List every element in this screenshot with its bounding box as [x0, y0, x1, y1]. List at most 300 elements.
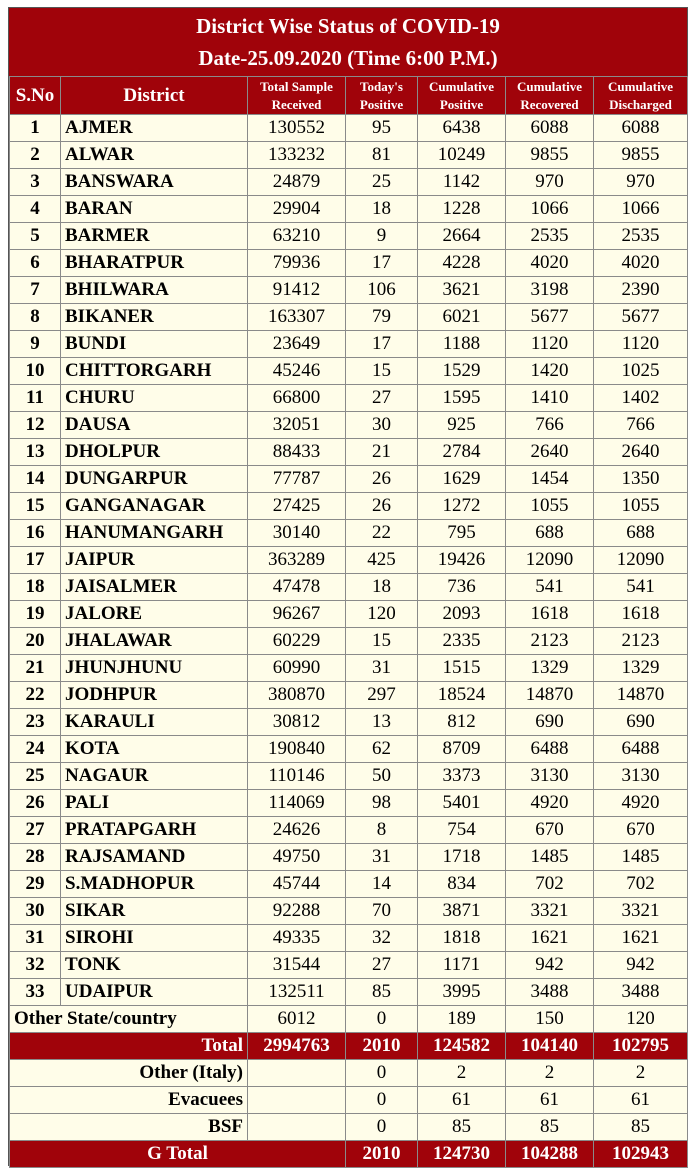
total-cum-discharged: 102795 [594, 1033, 688, 1060]
district-cum-positive: 925 [418, 412, 506, 439]
district-cum-discharged: 1618 [594, 601, 688, 628]
district-name: SIKAR [61, 898, 248, 925]
district-sno: 4 [10, 196, 61, 223]
district-today-positive: 26 [346, 466, 418, 493]
district-samples: 23649 [248, 331, 346, 358]
district-cum-discharged: 9855 [594, 142, 688, 169]
district-cum-discharged: 1120 [594, 331, 688, 358]
district-cum-positive: 6438 [418, 115, 506, 142]
district-cum-positive: 2664 [418, 223, 506, 250]
header-district: District [61, 77, 248, 115]
district-name: BARAN [61, 196, 248, 223]
district-cum-positive: 1818 [418, 925, 506, 952]
district-cum-recovered: 4920 [506, 790, 594, 817]
district-cum-discharged: 702 [594, 871, 688, 898]
district-today-positive: 98 [346, 790, 418, 817]
header-cumdis-line1: Cumulative [608, 78, 673, 94]
district-cum-recovered: 1454 [506, 466, 594, 493]
district-today-positive: 95 [346, 115, 418, 142]
district-cum-discharged: 541 [594, 574, 688, 601]
district-today-positive: 27 [346, 952, 418, 979]
district-cum-recovered: 942 [506, 952, 594, 979]
district-cum-positive: 3621 [418, 277, 506, 304]
district-name: CHITTORGARH [61, 358, 248, 385]
district-cum-positive: 1228 [418, 196, 506, 223]
extra-row-evacuees [10, 1087, 688, 1114]
district-name: BHILWARA [61, 277, 248, 304]
district-today-positive: 17 [346, 250, 418, 277]
covid-status-sheet [8, 7, 688, 1166]
header-cumulative-recovered [506, 77, 594, 115]
district-samples: 45246 [248, 358, 346, 385]
district-sno: 28 [10, 844, 61, 871]
district-sno: 13 [10, 439, 61, 466]
district-sno: 26 [10, 790, 61, 817]
table-row [10, 817, 688, 844]
other-state-cum-recovered: 150 [506, 1006, 594, 1033]
district-samples: 47478 [248, 574, 346, 601]
district-name: AJMER [61, 115, 248, 142]
header-samples-line2: Received [271, 96, 322, 112]
district-samples: 77787 [248, 466, 346, 493]
district-today-positive: 70 [346, 898, 418, 925]
header-cumpos-line1: Cumulative [429, 78, 494, 94]
district-sno: 17 [10, 547, 61, 574]
grand-total-cum-positive: 124730 [418, 1141, 506, 1168]
district-cum-positive: 736 [418, 574, 506, 601]
district-cum-recovered: 688 [506, 520, 594, 547]
table-row [10, 115, 688, 142]
table-row [10, 925, 688, 952]
district-cum-discharged: 4020 [594, 250, 688, 277]
extra-row-cum-positive: 2 [418, 1060, 506, 1087]
district-today-positive: 18 [346, 574, 418, 601]
district-samples: 30812 [248, 709, 346, 736]
district-today-positive: 9 [346, 223, 418, 250]
extra-row-italy [10, 1060, 688, 1087]
district-name: GANGANAGAR [61, 493, 248, 520]
district-name: KOTA [61, 736, 248, 763]
district-name: JHUNJHUNU [61, 655, 248, 682]
district-name: JHALAWAR [61, 628, 248, 655]
extra-row-samples-blank [248, 1114, 346, 1141]
district-cum-positive: 3373 [418, 763, 506, 790]
district-cum-positive: 3871 [418, 898, 506, 925]
table-row [10, 493, 688, 520]
district-cum-discharged: 970 [594, 169, 688, 196]
other-state-label: Other State/country [10, 1006, 248, 1033]
district-sno: 3 [10, 169, 61, 196]
table-row [10, 520, 688, 547]
extra-row-bsf [10, 1114, 688, 1141]
district-cum-discharged: 4920 [594, 790, 688, 817]
district-name: PALI [61, 790, 248, 817]
district-cum-discharged: 670 [594, 817, 688, 844]
district-samples: 380870 [248, 682, 346, 709]
district-name: DAUSA [61, 412, 248, 439]
district-cum-positive: 10249 [418, 142, 506, 169]
table-row [10, 439, 688, 466]
district-samples: 49750 [248, 844, 346, 871]
district-cum-positive: 18524 [418, 682, 506, 709]
district-cum-recovered: 1329 [506, 655, 594, 682]
district-cum-positive: 3995 [418, 979, 506, 1006]
district-sno: 11 [10, 385, 61, 412]
district-name: JODHPUR [61, 682, 248, 709]
district-today-positive: 120 [346, 601, 418, 628]
district-cum-discharged: 1329 [594, 655, 688, 682]
extra-row-today: 0 [346, 1060, 418, 1087]
district-sno: 6 [10, 250, 61, 277]
district-cum-positive: 1272 [418, 493, 506, 520]
grand-total-cum-recovered: 104288 [506, 1141, 594, 1168]
district-sno: 16 [10, 520, 61, 547]
district-name: TONK [61, 952, 248, 979]
district-cum-recovered: 670 [506, 817, 594, 844]
district-today-positive: 106 [346, 277, 418, 304]
header-samples-line1: Total Sample [260, 78, 333, 94]
district-samples: 60229 [248, 628, 346, 655]
table-row [10, 871, 688, 898]
district-sno: 18 [10, 574, 61, 601]
district-samples: 132511 [248, 979, 346, 1006]
district-samples: 29904 [248, 196, 346, 223]
extra-row-cum-recovered: 61 [506, 1087, 594, 1114]
district-cum-recovered: 1410 [506, 385, 594, 412]
district-samples: 130552 [248, 115, 346, 142]
district-samples: 32051 [248, 412, 346, 439]
table-row [10, 628, 688, 655]
district-today-positive: 21 [346, 439, 418, 466]
district-name: BUNDI [61, 331, 248, 358]
district-today-positive: 27 [346, 385, 418, 412]
district-today-positive: 25 [346, 169, 418, 196]
table-row [10, 331, 688, 358]
district-samples: 363289 [248, 547, 346, 574]
district-name: JAIPUR [61, 547, 248, 574]
district-sno: 14 [10, 466, 61, 493]
district-samples: 88433 [248, 439, 346, 466]
district-name: BARMER [61, 223, 248, 250]
district-samples: 24879 [248, 169, 346, 196]
district-cum-recovered: 1055 [506, 493, 594, 520]
table-row [10, 142, 688, 169]
header-cumulative-discharged [594, 77, 688, 115]
district-cum-discharged: 690 [594, 709, 688, 736]
district-cum-recovered: 3198 [506, 277, 594, 304]
district-cum-positive: 1188 [418, 331, 506, 358]
district-today-positive: 62 [346, 736, 418, 763]
district-cum-discharged: 3321 [594, 898, 688, 925]
extra-row-cum-recovered: 85 [506, 1114, 594, 1141]
district-today-positive: 26 [346, 493, 418, 520]
header-today-line2: Positive [359, 96, 404, 112]
district-name: BHARATPUR [61, 250, 248, 277]
table-row [10, 547, 688, 574]
district-cum-discharged: 2123 [594, 628, 688, 655]
district-today-positive: 22 [346, 520, 418, 547]
district-cum-positive: 2784 [418, 439, 506, 466]
district-cum-positive: 2093 [418, 601, 506, 628]
district-name: KARAULI [61, 709, 248, 736]
district-name: RAJSAMAND [61, 844, 248, 871]
extra-row-cum-positive: 85 [418, 1114, 506, 1141]
table-row [10, 979, 688, 1006]
district-name: JAISALMER [61, 574, 248, 601]
header-sno: S.No [10, 77, 61, 115]
district-cum-discharged: 688 [594, 520, 688, 547]
table-row [10, 223, 688, 250]
other-state-cum-discharged: 120 [594, 1006, 688, 1033]
district-sno: 27 [10, 817, 61, 844]
district-samples: 60990 [248, 655, 346, 682]
district-sno: 23 [10, 709, 61, 736]
grand-total-cum-discharged: 102943 [594, 1141, 688, 1168]
district-name: ALWAR [61, 142, 248, 169]
district-sno: 12 [10, 412, 61, 439]
district-cum-discharged: 2390 [594, 277, 688, 304]
district-cum-recovered: 6088 [506, 115, 594, 142]
table-row [10, 466, 688, 493]
table-row [10, 790, 688, 817]
district-sno: 7 [10, 277, 61, 304]
district-name: CHURU [61, 385, 248, 412]
district-cum-positive: 4228 [418, 250, 506, 277]
district-cum-discharged: 3130 [594, 763, 688, 790]
extra-row-samples-blank [248, 1087, 346, 1114]
district-today-positive: 31 [346, 655, 418, 682]
district-cum-discharged: 1066 [594, 196, 688, 223]
table-body [10, 115, 688, 1168]
district-sno: 29 [10, 871, 61, 898]
district-cum-positive: 1529 [418, 358, 506, 385]
district-samples: 31544 [248, 952, 346, 979]
extra-row-label: Evacuees [10, 1087, 248, 1114]
table-row [10, 763, 688, 790]
district-samples: 163307 [248, 304, 346, 331]
district-name: HANUMANGARH [61, 520, 248, 547]
extra-row-cum-discharged: 61 [594, 1087, 688, 1114]
district-cum-recovered: 2123 [506, 628, 594, 655]
district-sno: 31 [10, 925, 61, 952]
district-cum-recovered: 4020 [506, 250, 594, 277]
district-cum-discharged: 2535 [594, 223, 688, 250]
district-samples: 27425 [248, 493, 346, 520]
header-cumulative-positive [418, 77, 506, 115]
district-today-positive: 8 [346, 817, 418, 844]
header-cumdis-line2: Discharged [609, 96, 672, 112]
district-samples: 63210 [248, 223, 346, 250]
table-row [10, 709, 688, 736]
district-cum-discharged: 12090 [594, 547, 688, 574]
extra-row-cum-discharged: 2 [594, 1060, 688, 1087]
table-row [10, 844, 688, 871]
total-samples: 2994763 [248, 1033, 346, 1060]
district-sno: 1 [10, 115, 61, 142]
table-row [10, 412, 688, 439]
table-row [10, 898, 688, 925]
district-cum-positive: 5401 [418, 790, 506, 817]
district-sno: 2 [10, 142, 61, 169]
district-name: BANSWARA [61, 169, 248, 196]
district-cum-discharged: 6088 [594, 115, 688, 142]
district-samples: 96267 [248, 601, 346, 628]
district-cum-recovered: 3488 [506, 979, 594, 1006]
district-today-positive: 32 [346, 925, 418, 952]
district-today-positive: 297 [346, 682, 418, 709]
table-row [10, 574, 688, 601]
district-name: JALORE [61, 601, 248, 628]
district-sno: 30 [10, 898, 61, 925]
table-row [10, 682, 688, 709]
district-name: SIROHI [61, 925, 248, 952]
page-title: District Wise Status of COVID-19 [196, 14, 500, 38]
district-name: BIKANER [61, 304, 248, 331]
report-date: Date-25.09.2020 (Time 6:00 P.M.) [198, 46, 498, 70]
district-sno: 19 [10, 601, 61, 628]
district-today-positive: 15 [346, 358, 418, 385]
table-row [10, 358, 688, 385]
district-cum-recovered: 5677 [506, 304, 594, 331]
district-cum-recovered: 2535 [506, 223, 594, 250]
district-samples: 24626 [248, 817, 346, 844]
total-cum-positive: 124582 [418, 1033, 506, 1060]
table-row [10, 196, 688, 223]
district-samples: 114069 [248, 790, 346, 817]
district-samples: 45744 [248, 871, 346, 898]
header-cumpos-line2: Positive [439, 96, 484, 112]
district-cum-positive: 1595 [418, 385, 506, 412]
district-cum-positive: 1718 [418, 844, 506, 871]
district-cum-discharged: 2640 [594, 439, 688, 466]
district-cum-recovered: 1066 [506, 196, 594, 223]
district-name: UDAIPUR [61, 979, 248, 1006]
district-sno: 10 [10, 358, 61, 385]
district-cum-recovered: 1120 [506, 331, 594, 358]
district-cum-positive: 8709 [418, 736, 506, 763]
district-name: DHOLPUR [61, 439, 248, 466]
district-today-positive: 17 [346, 331, 418, 358]
district-cum-recovered: 1420 [506, 358, 594, 385]
district-name: S.MADHOPUR [61, 871, 248, 898]
district-name: NAGAUR [61, 763, 248, 790]
table-row [10, 385, 688, 412]
total-today: 2010 [346, 1033, 418, 1060]
district-cum-recovered: 1618 [506, 601, 594, 628]
grand-total-today: 2010 [346, 1141, 418, 1168]
district-cum-discharged: 3488 [594, 979, 688, 1006]
district-cum-positive: 1142 [418, 169, 506, 196]
extra-row-samples-blank [248, 1060, 346, 1087]
district-samples: 66800 [248, 385, 346, 412]
grand-total-row [10, 1141, 688, 1168]
district-today-positive: 425 [346, 547, 418, 574]
table-row [10, 952, 688, 979]
table-row [10, 601, 688, 628]
district-cum-recovered: 766 [506, 412, 594, 439]
table-header-row [10, 77, 688, 115]
district-cum-positive: 1515 [418, 655, 506, 682]
district-samples: 92288 [248, 898, 346, 925]
district-sno: 33 [10, 979, 61, 1006]
district-cum-discharged: 1621 [594, 925, 688, 952]
district-cum-discharged: 942 [594, 952, 688, 979]
district-cum-recovered: 6488 [506, 736, 594, 763]
district-samples: 79936 [248, 250, 346, 277]
district-cum-recovered: 702 [506, 871, 594, 898]
extra-row-today: 0 [346, 1114, 418, 1141]
extra-row-cum-recovered: 2 [506, 1060, 594, 1087]
total-label: Total [10, 1033, 248, 1060]
district-cum-recovered: 2640 [506, 439, 594, 466]
grand-total-label: G Total [10, 1141, 346, 1168]
total-cum-recovered: 104140 [506, 1033, 594, 1060]
district-sno: 24 [10, 736, 61, 763]
district-sno: 15 [10, 493, 61, 520]
district-cum-positive: 754 [418, 817, 506, 844]
district-today-positive: 15 [346, 628, 418, 655]
district-sno: 5 [10, 223, 61, 250]
district-cum-recovered: 3130 [506, 763, 594, 790]
header-cumrec-line2: Recovered [520, 96, 579, 112]
extra-row-label: Other (Italy) [10, 1060, 248, 1087]
district-cum-positive: 6021 [418, 304, 506, 331]
district-cum-discharged: 1485 [594, 844, 688, 871]
district-samples: 110146 [248, 763, 346, 790]
other-state-row [10, 1006, 688, 1033]
district-sno: 22 [10, 682, 61, 709]
extra-row-cum-positive: 61 [418, 1087, 506, 1114]
district-samples: 30140 [248, 520, 346, 547]
table-row [10, 655, 688, 682]
district-cum-recovered: 14870 [506, 682, 594, 709]
district-sno: 25 [10, 763, 61, 790]
district-cum-positive: 19426 [418, 547, 506, 574]
district-cum-recovered: 1621 [506, 925, 594, 952]
district-cum-recovered: 3321 [506, 898, 594, 925]
district-name: PRATAPGARH [61, 817, 248, 844]
district-sno: 20 [10, 628, 61, 655]
district-cum-discharged: 1025 [594, 358, 688, 385]
district-today-positive: 30 [346, 412, 418, 439]
district-samples: 190840 [248, 736, 346, 763]
district-cum-positive: 2335 [418, 628, 506, 655]
other-state-cum-positive: 189 [418, 1006, 506, 1033]
district-today-positive: 50 [346, 763, 418, 790]
district-cum-discharged: 1350 [594, 466, 688, 493]
district-cum-recovered: 1485 [506, 844, 594, 871]
district-cum-discharged: 766 [594, 412, 688, 439]
district-today-positive: 31 [346, 844, 418, 871]
district-status-table [9, 76, 688, 1168]
district-today-positive: 14 [346, 871, 418, 898]
table-row [10, 250, 688, 277]
table-row [10, 736, 688, 763]
district-cum-recovered: 9855 [506, 142, 594, 169]
extra-row-cum-discharged: 85 [594, 1114, 688, 1141]
district-cum-recovered: 12090 [506, 547, 594, 574]
header-cumrec-line1: Cumulative [517, 78, 582, 94]
district-cum-recovered: 970 [506, 169, 594, 196]
district-samples: 133232 [248, 142, 346, 169]
header-today-line1: Today's [360, 78, 403, 94]
header-samples [248, 77, 346, 115]
district-samples: 91412 [248, 277, 346, 304]
district-name: DUNGARPUR [61, 466, 248, 493]
district-cum-discharged: 5677 [594, 304, 688, 331]
header-today-positive [346, 77, 418, 115]
extra-row-today: 0 [346, 1087, 418, 1114]
